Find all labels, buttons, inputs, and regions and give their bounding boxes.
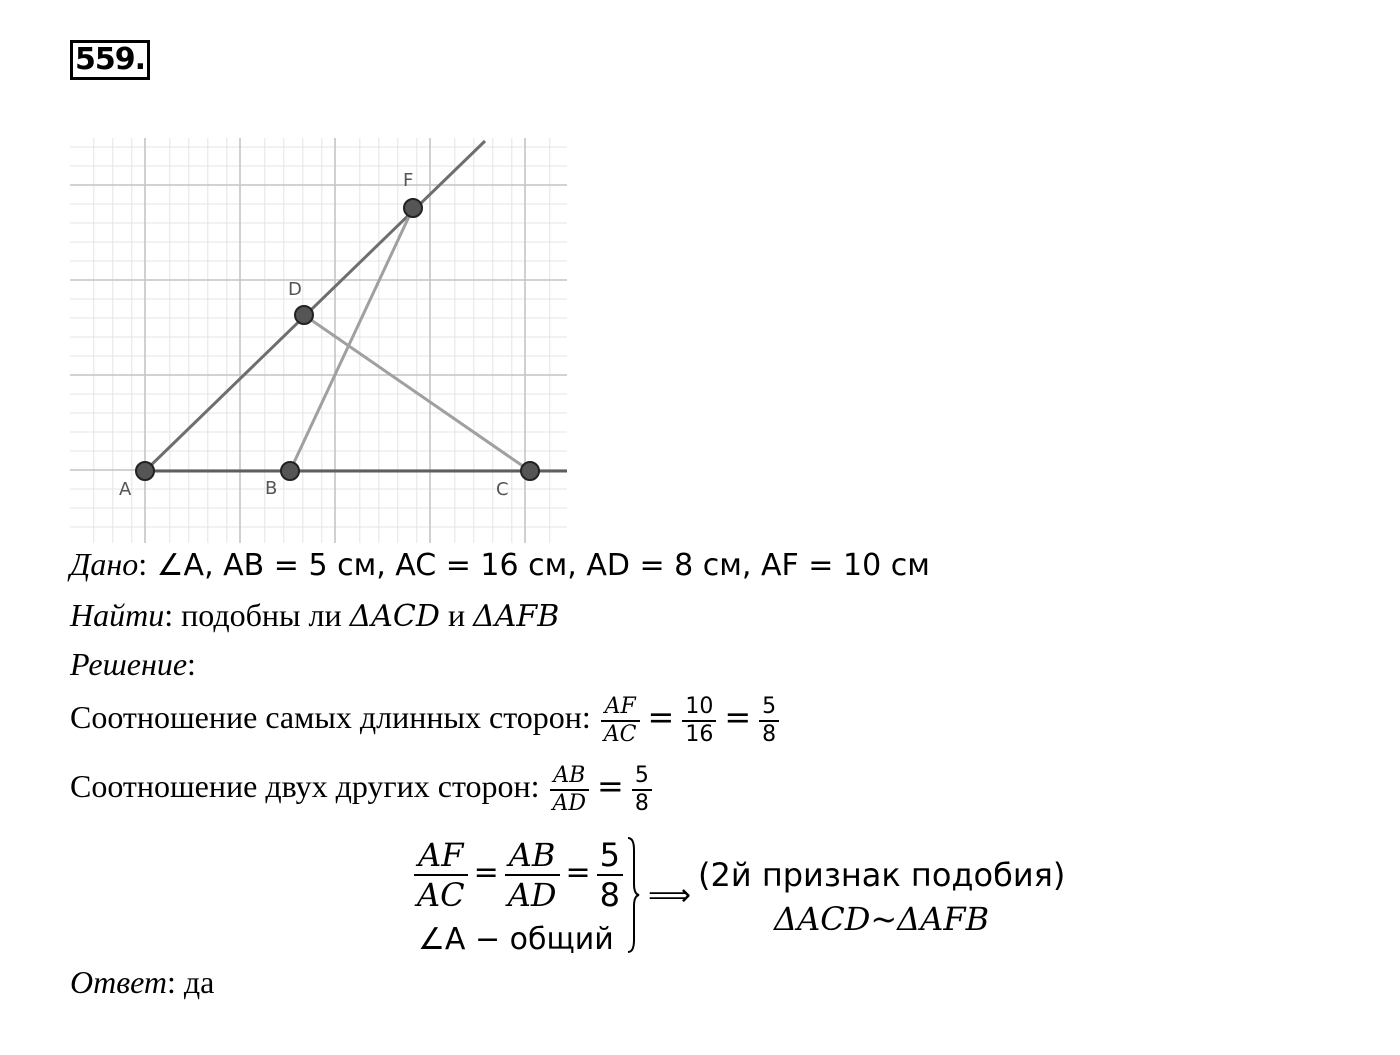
conclusion-system — [412, 836, 1072, 956]
geometry-figure — [70, 138, 570, 543]
ratio1-line: Соотношение самых длинных сторон: $\frac{AF}{AC}$ = $\frac{10}{16}$ = $\frac{5}{8}$ — [70, 694, 781, 747]
label-A: A — [119, 479, 132, 500]
system-fraction-ab-ad: $\frac{AB}{AD}$ — [505, 836, 560, 914]
point-C — [521, 462, 539, 480]
fraction-ab-ad: $\frac{AB}{AD}$ — [550, 763, 590, 816]
point-D — [295, 306, 313, 324]
point-F — [404, 199, 422, 217]
ratio1-text: Соотношение самых длинных сторон: — [70, 698, 599, 735]
similarity-criterion: (2й признак подобия) — [698, 856, 1066, 894]
solution-line — [70, 646, 196, 683]
find-text: : подобны ли — [164, 597, 350, 633]
triangle-acd: ΔACD — [349, 599, 440, 634]
right-brace — [626, 836, 640, 954]
similarity-statement: ΔACD~ΔAFB — [774, 900, 990, 938]
ratio2-line: Соотношение двух других сторон: $\frac{AB}{AD}$ = $\frac{5}{8}$ — [70, 763, 654, 816]
answer-text: : да — [167, 964, 215, 1000]
fraction-5-8-b: $\frac{5}{8}$ — [632, 763, 652, 816]
common-angle: ∠A − общий — [418, 922, 614, 957]
system-fraction-5-8: $\frac{5}{8}$ — [597, 836, 623, 914]
point-A — [136, 462, 154, 480]
given-label: Дано — [70, 546, 139, 582]
find-and: и — [439, 597, 474, 633]
system-ratios: $\frac{AF}{AC}$ = $\frac{AB}{AD}$ = $\frac{5}{8}$ — [412, 836, 625, 914]
problem-number: 559. — [70, 40, 150, 80]
given-colon: : — [138, 546, 148, 582]
label-D: D — [288, 279, 302, 300]
label-F: F — [403, 170, 414, 191]
label-C: C — [496, 479, 509, 500]
given-text: ∠A, AB = 5 см, AC = 16 см, AD = 8 см, AF = 10 см — [147, 548, 930, 583]
answer-label: Ответ — [70, 964, 167, 1000]
fraction-10-16: $\frac{10}{16}$ — [682, 694, 716, 747]
ray-AF — [145, 141, 485, 471]
find-label: Найти — [70, 597, 165, 633]
ratio2-text: Соотношение двух других сторон: — [70, 767, 548, 804]
triangle-afb: ΔAFB — [473, 599, 560, 634]
solution-colon: : — [187, 646, 196, 682]
point-B — [281, 462, 299, 480]
answer-line — [70, 964, 214, 1001]
system-fraction-af-ac: $\frac{AF}{AC}$ — [414, 836, 468, 914]
solution-label: Решение — [70, 646, 188, 682]
find-line — [70, 597, 559, 634]
implies-arrow: ⟹ — [648, 878, 692, 913]
fraction-5-8: $\frac{5}{8}$ — [759, 694, 779, 747]
fraction-af-ac: $\frac{AF}{AC}$ — [601, 694, 640, 747]
label-B: B — [265, 478, 278, 499]
given-line — [70, 546, 930, 583]
